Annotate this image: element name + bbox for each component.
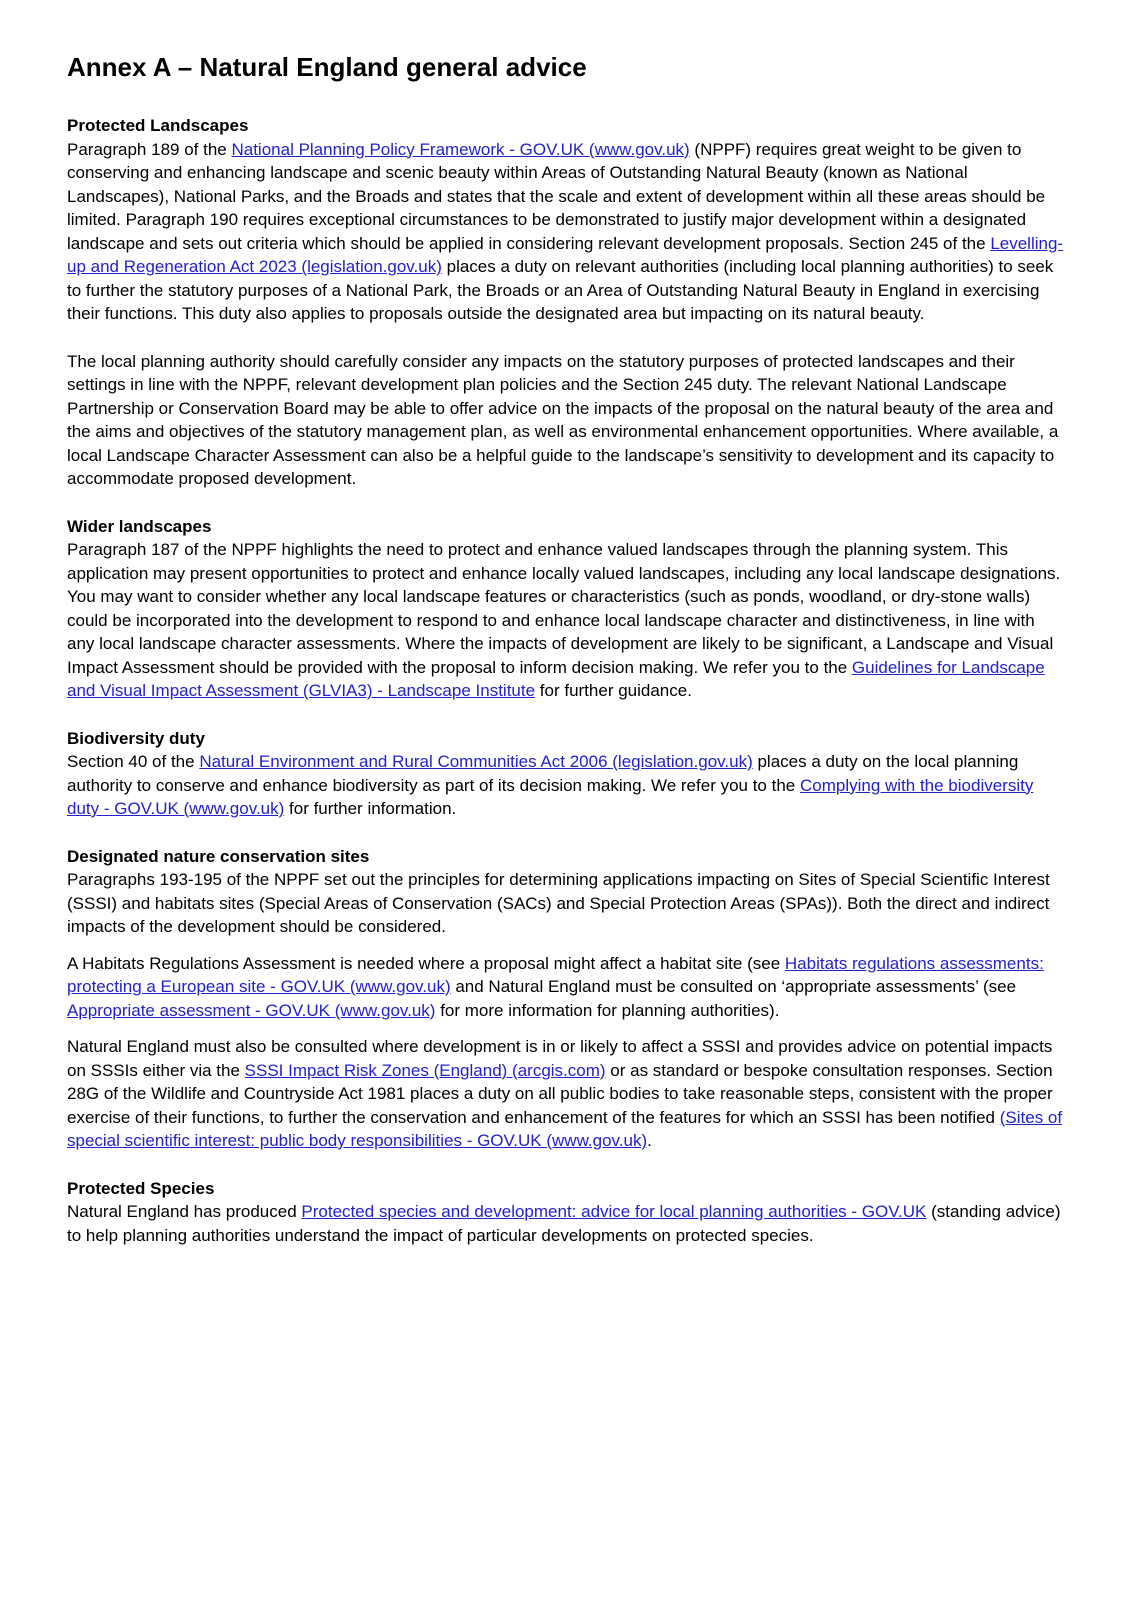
- link-levelling-up-act[interactable]: Levelling-up and Regeneration Act 2023 (legislation.gov.uk): [67, 233, 1064, 276]
- link-biodiversity-duty[interactable]: Complying with the biodiversity duty - GOV.UK (www.gov.uk): [67, 775, 1034, 818]
- section-heading-designated-nature-conservation-sites: Designated nature conservation sites: [67, 846, 370, 866]
- section-wider-landscapes: [67, 515, 1066, 703]
- section-heading-wider-landscapes: Wider landscapes: [67, 516, 212, 536]
- link-sssi-public-body-responsibilities[interactable]: (Sites of special scientific interest: public body responsibilities - GOV.UK (www.gov.uk): [67, 1107, 1063, 1150]
- link-glvia3[interactable]: Guidelines for Landscape and Visual Impact Assessment (GLVIA3) - Landscape Institute: [67, 657, 1045, 700]
- paragraph: Paragraph 187 of the NPPF highlights the need to protect and enhance valued landscapes through the planning system. This application may present opportunities to protect and enhance locally valued landscapes, including any local landscape designations. You may want to consider whether any local landscape features or characteristics (such as ponds, woodland, or dry-stone walls) could be incorporated into the development to respond to and enhance local landscape character and distinctiveness, in line with any local landscape character assessments. Where the impacts of development are likely to be significant, a Landscape and Visual Impact Assessment should be provided with the proposal to inform decision making. We refer you to the Guidelines for Landscape and Visual Impact Assessment (GLVIA3) - Landscape Institute for further guidance.: [67, 540, 1061, 700]
- section-protected-landscapes: [67, 114, 1066, 491]
- link-protected-species-standing-advice[interactable]: Protected species and development: advice for local planning authorities - GOV.UK: [301, 1202, 927, 1221]
- paragraph: Paragraph 189 of the National Planning Policy Framework - GOV.UK (www.gov.uk) (NPPF) requires great weight to be given to conserving and enhancing landscape and scenic beauty within Areas of Outstanding Natural Beauty (known as National Landscapes), National Parks, and the Broads and states that the scale and extent of development within all these areas should be limited. Paragraph 190 requires exceptional circumstances to be demonstrated to justify major development within a designated landscape and sets out criteria which should be applied in considering relevant development proposals. Section 245 of the Levelling-up and Regeneration Act 2023 (legislation.gov.uk) places a duty on relevant authorities (including local planning authorities) to seek to further the statutory purposes of a National Park, the Broads or an Area of Outstanding Natural Beauty in England in exercising their functions. This duty also applies to proposals outside the designated area but impacting on its natural beauty.: [67, 139, 1064, 323]
- section-heading-biodiversity-duty: Biodiversity duty: [67, 728, 205, 748]
- section-protected-species: [67, 1177, 1066, 1248]
- paragraph: Natural England has produced Protected species and development: advice for local planning authorities - GOV.UK (standing advice) to help planning authorities understand the impact of particular developments on protected species.: [67, 1202, 1061, 1245]
- section-designated-nature-conservation-sites: [67, 845, 1066, 1153]
- paragraph: A Habitats Regulations Assessment is needed where a proposal might affect a habitat site (see Habitats regulations assessments: protecting a European site - GOV.UK (www.gov.uk) and Natural England must be consulted on ‘appropriate assessments’ (see Appropriate assessment - GOV.UK (www.gov.uk) for more information for planning authorities).: [67, 953, 1044, 1020]
- link-sssi-impact-risk-zones[interactable]: SSSI Impact Risk Zones (England) (arcgis.com): [244, 1060, 606, 1080]
- paragraph: Paragraphs 193-195 of the NPPF set out the principles for determining applications impacting on Sites of Special Scientific Interest (SSSI) and habitats sites (Special Areas of Conservation (SACs) and Special Protection Areas (SPAs)). Both the direct and indirect impacts of the development should be considered.: [67, 870, 1050, 936]
- page-title: Annex A – Natural England general advice: [67, 52, 587, 82]
- section-heading-protected-landscapes: Protected Landscapes: [67, 116, 249, 135]
- link-nerc-act-2006[interactable]: Natural Environment and Rural Communities Act 2006 (legislation.gov.uk): [199, 752, 753, 771]
- section-biodiversity-duty: [67, 727, 1066, 821]
- link-habitats-regulations-assessments[interactable]: Habitats regulations assessments: protecting a European site - GOV.UK (www.gov.uk): [67, 953, 1044, 996]
- section-heading-protected-species: Protected Species: [67, 1178, 215, 1198]
- link-appropriate-assessment[interactable]: Appropriate assessment - GOV.UK (www.gov.uk): [67, 1000, 436, 1020]
- paragraph: Section 40 of the Natural Environment and Rural Communities Act 2006 (legislation.gov.uk) places a duty on the local planning authority to conserve and enhance biodiversity as part of its decision making. We refer you to the Complying with the biodiversity duty - GOV.UK (www.gov.uk) for further information.: [67, 752, 1034, 818]
- paragraph: Natural England must also be consulted where development is in or likely to affect a SSSI and provides advice on potential impacts on SSSIs either via the SSSI Impact Risk Zones (England) (arcgis.com) or as standard or bespoke consultation responses. Section 28G of the Wildlife and Countryside Act 1981 places a duty on all public bodies to take reasonable steps, consistent with the proper exercise of their functions, to further the conservation and enhancement of the features for which an SSSI has been notified (Sites of special scientific interest: public body responsibilities - GOV.UK (www.gov.uk).: [67, 1037, 1063, 1150]
- link-nppf[interactable]: National Planning Policy Framework - GOV.UK (www.gov.uk): [231, 139, 690, 159]
- paragraph: The local planning authority should carefully consider any impacts on the statutory purposes of protected landscapes and their settings in line with the NPPF, relevant development plan policies and the Section 245 duty. The relevant National Landscape Partnership or Conservation Board may be able to offer advice on the impacts of the proposal on the natural beauty of the area and the aims and objectives of the statutory management plan, as well as environmental enhancement opportunities. Where available, a local Landscape Character Assessment can also be a helpful guide to the landscape’s sensitivity to development and its capacity to accommodate proposed development.: [67, 351, 1059, 488]
